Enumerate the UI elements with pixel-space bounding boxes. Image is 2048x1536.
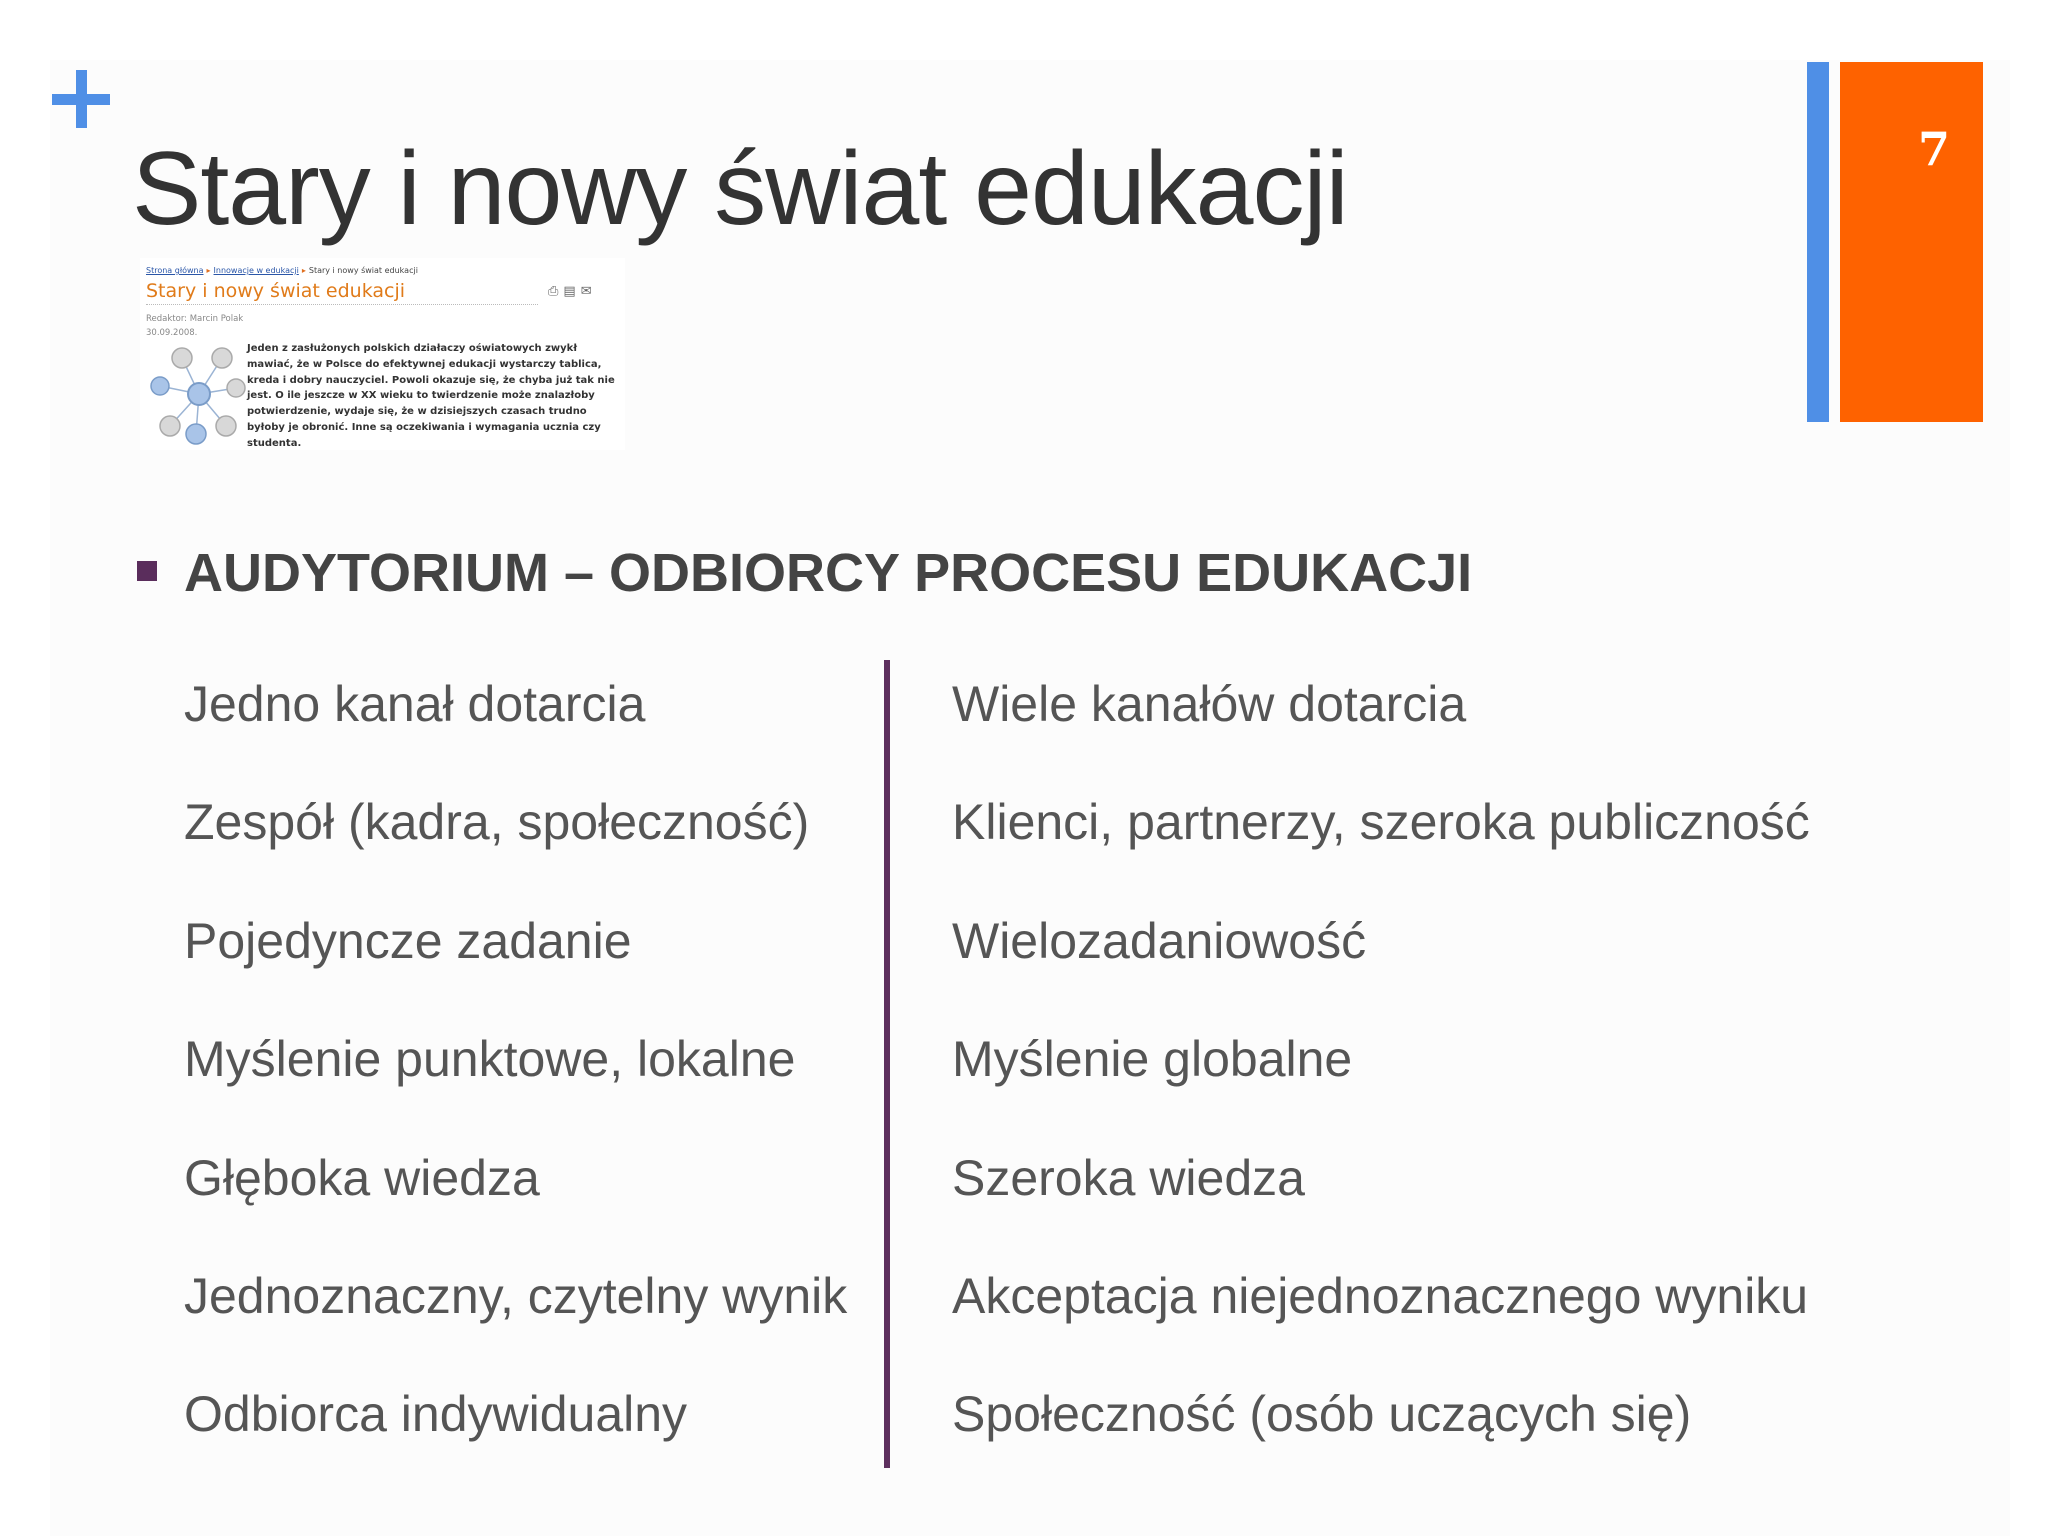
- list-item: Odbiorca indywidualny: [184, 1386, 688, 1443]
- bullet-square-icon: [137, 561, 157, 581]
- slide-title: Stary i nowy świat edukacji: [132, 131, 1348, 247]
- email-icon[interactable]: ✉: [580, 284, 597, 299]
- article-screenshot: [140, 258, 625, 450]
- list-item: Pojedyncze zadanie: [184, 912, 632, 969]
- pdf-icon[interactable]: ⎙: [548, 284, 564, 299]
- list-item: Jedno kanał dotarcia: [184, 676, 646, 732]
- article-title-rule: [146, 304, 538, 305]
- new-world-list: [952, 670, 1810, 1499]
- list-item: Klienci, partnerzy, szeroka publiczność: [952, 794, 1810, 851]
- breadcrumb: Strona główna ▸ Innowacje w edukacji ▸ Stary i nowy świat edukacji: [146, 266, 418, 275]
- section-heading: AUDYTORIUM – ODBIORCY PROCESU EDUKACJI: [184, 543, 1473, 603]
- list-item: Głęboka wiedza: [184, 1149, 540, 1206]
- list-item: Jednoznaczny, czytelny wynik: [184, 1267, 848, 1324]
- column-divider: [884, 660, 890, 1468]
- slide-number: 7: [1917, 122, 1950, 176]
- article-title: Stary i nowy świat edukacji: [146, 280, 406, 302]
- article-author: Redaktor: Marcin Polak: [146, 314, 244, 324]
- article-date: 30.09.2008.: [146, 328, 198, 338]
- breadcrumb-innovations[interactable]: Innowacje w edukacji: [213, 266, 299, 275]
- article-meta: [146, 312, 243, 340]
- accent-bar-orange: [1840, 62, 1983, 422]
- list-item: Wielozadaniowość: [952, 912, 1367, 969]
- breadcrumb-current: Stary i nowy świat edukacji: [308, 266, 418, 275]
- list-item: Szeroka wiedza: [952, 1149, 1305, 1206]
- network-diagram-icon: [150, 342, 248, 446]
- list-item: Akceptacja niejednoznacznego wyniku: [952, 1267, 1809, 1324]
- old-world-list: [184, 670, 847, 1499]
- article-tools: [548, 284, 597, 299]
- list-item: Zespół (kadra, społeczność): [184, 794, 810, 851]
- article-lead: Jeden z zasłużonych polskich działaczy oświatowych zwykł mawiać, że w Polsce do efektywnej edukacji wystarczy tablica, kreda i dobry nauczyciel. Powoli okazuje się, że chyba już tak nie jest. O ile jeszcze w XX wieku to twierdzenie może znalazłoby potwierdzenie, wydaje się, że w dzisiejszych czasach trudno byłoby je obronić. Inne są oczekiwania i wymagania ucznia czy studenta.: [247, 343, 615, 449]
- plus-icon: [52, 70, 112, 130]
- print-icon[interactable]: ▤: [563, 284, 581, 299]
- list-item: Myślenie globalne: [952, 1031, 1353, 1088]
- list-item: Myślenie punktowe, lokalne: [184, 1031, 796, 1088]
- accent-bar-blue: [1807, 62, 1829, 422]
- breadcrumb-home[interactable]: Strona główna: [146, 266, 204, 275]
- list-item: Społeczność (osób uczących się): [952, 1386, 1692, 1443]
- list-item: Wiele kanałów dotarcia: [952, 676, 1467, 732]
